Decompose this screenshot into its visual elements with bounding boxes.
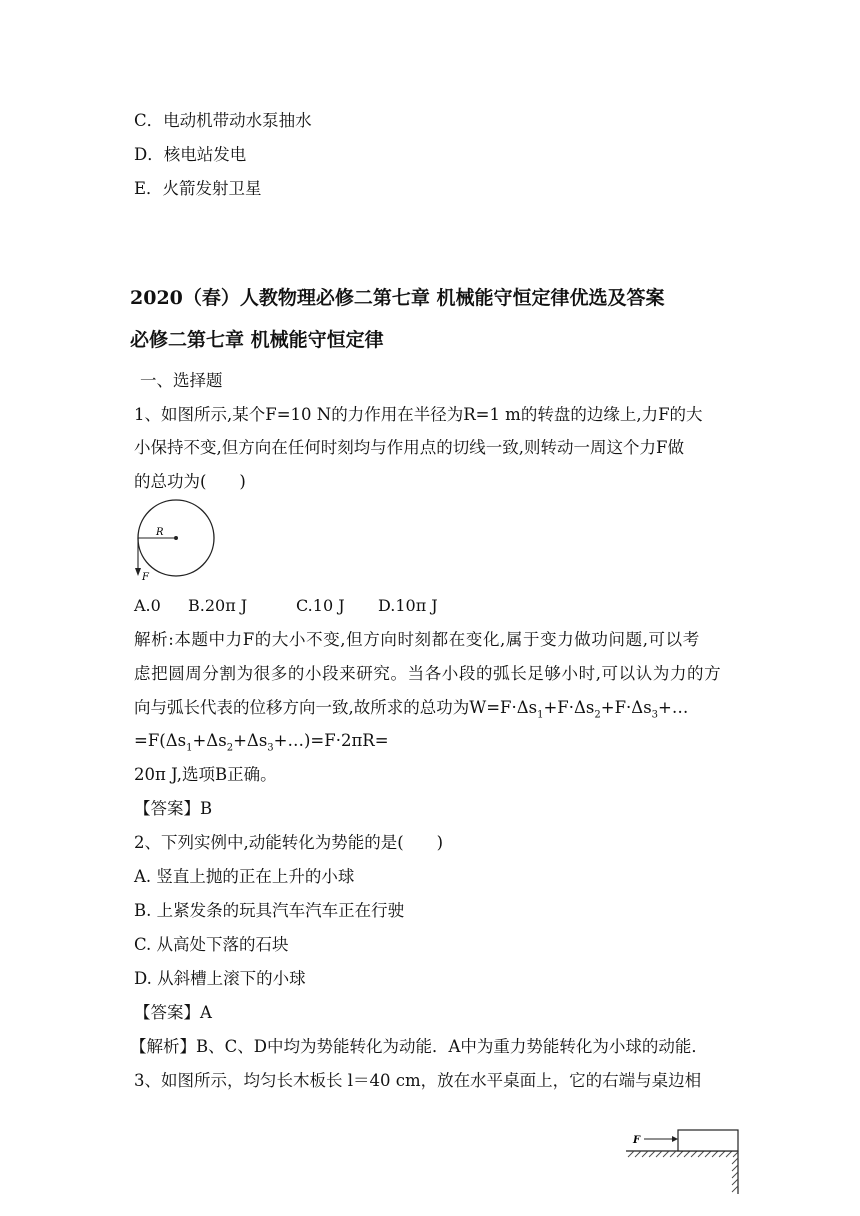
q1-analysis-line4: $=F(\Delta s_1+\Delta s_2+\Delta s_3+\dots)=F\cdot 2\pi R=$	[134, 731, 389, 754]
center-dot	[174, 536, 178, 540]
force-arrowhead	[135, 568, 141, 576]
q1-option-d: D.10π J	[378, 596, 438, 615]
q1-option-a: A.0	[134, 596, 161, 615]
q1-option-b: B.20π J	[188, 596, 248, 615]
q1-answer: 【答案】B	[134, 799, 213, 818]
q1-stem-line1: 1、如图所示,某个F=10 N的力作用在半径为R=1 m的转盘的边缘上,力F的大	[134, 405, 703, 424]
document-title: 2020（春）人教物理必修二第七章 机械能守恒定律优选及答案	[130, 287, 665, 309]
q2-stem: 2、下列实例中,动能转化为势能的是( )	[134, 833, 444, 852]
q1-option-c: C.10 J	[296, 596, 345, 615]
q3-board-figure	[622, 1124, 746, 1196]
option-e-prev: E．火箭发射卫星	[134, 179, 262, 198]
push-arrowhead	[672, 1136, 678, 1142]
q2-option-c: C. 从高处下落的石块	[134, 935, 289, 954]
q1-circle-figure	[130, 498, 220, 586]
q2-option-a: A. 竖直上抛的正在上升的小球	[134, 867, 355, 886]
q1-stem-line2: 小保持不变,但方向在任何时刻均与作用点的切线一致,则转动一周这个力F做	[134, 438, 684, 457]
chapter-subtitle: 必修二第七章 机械能守恒定律	[130, 329, 384, 351]
option-d-prev: D．核电站发电	[134, 145, 247, 164]
section-heading: 一、选择题	[140, 371, 223, 390]
wooden-board	[678, 1130, 738, 1151]
label-r: R	[156, 527, 164, 538]
q1-analysis-line1: 解析:本题中力F的大小不变,但方向时刻都在变化,属于变力做功问题,可以考	[134, 630, 700, 649]
q3-stem: 3、如图所示，均匀长木板长 l＝40 cm，放在水平桌面上，它的右端与桌边相	[134, 1071, 702, 1090]
q2-option-d: D. 从斜槽上滚下的小球	[134, 969, 306, 988]
q1-analysis-line3: 向与弧长代表的位移方向一致,故所求的总功为$W=F\cdot\Delta s_1+F\cdot\Delta s_2+F\cdot\Delta s_3+\dots$	[134, 698, 689, 721]
option-c-prev: C．电动机带动水泵抽水	[134, 111, 312, 130]
label-f: F	[142, 572, 149, 583]
q1-analysis-line2: 虑把圆周分割为很多的小段来研究。当各小段的弧长足够小时,可以认为力的方	[134, 664, 722, 683]
q2-answer: 【答案】A	[134, 1003, 212, 1022]
q1-options	[134, 596, 438, 616]
label-f: F	[633, 1135, 641, 1146]
q2-analysis: 【解析】B、C、D中均为势能转化为动能．A中为重力势能转化为小球的动能．	[130, 1037, 708, 1056]
q1-analysis-line5: 20π J,选项B正确。	[134, 765, 277, 784]
q2-option-b: B. 上紧发条的玩具汽车汽车正在行驶	[134, 901, 405, 920]
table-hatching	[628, 1151, 738, 1192]
q1-stem-line3: 的总功为( )	[134, 472, 246, 491]
